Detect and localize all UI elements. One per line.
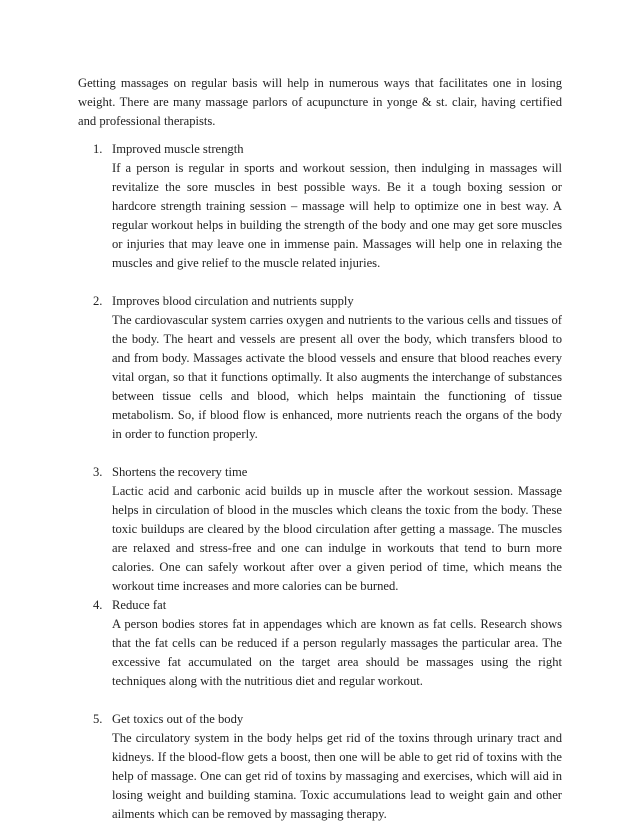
list-item-number: 2. xyxy=(93,294,103,308)
list-item-heading: Improves blood circulation and nutrients supply xyxy=(112,294,354,308)
list-item-body: A person bodies stores fat in appendages which are known as fat cells. Research shows that the fat cells can be reduced if a person regularly massages the particular area. The excessive fat accumulated on the target area should be massages using the right techniques along with the nutritious diet and regular workout. xyxy=(112,617,562,688)
benefits-list xyxy=(78,140,562,824)
list-item xyxy=(78,140,562,273)
list-item-number: 5. xyxy=(93,712,103,726)
list-item xyxy=(78,463,562,596)
list-item xyxy=(78,596,562,691)
list-item-heading: Improved muscle strength xyxy=(112,142,244,156)
list-item-body: If a person is regular in sports and workout session, then indulging in massages will revitalize the sore muscles in best possible ways. Be it a tough boxing session or hardcore strength training session – massage will help to optimize one in best way. A regular workout helps in building the strength of the body and one may get sore muscles or injuries that may leave one in immense pain. Massages will help one in relaxing the muscles and give relief to the muscle related injuries. xyxy=(112,161,562,270)
list-item xyxy=(78,292,562,444)
list-item-heading: Shortens the recovery time xyxy=(112,465,248,479)
list-item-number: 3. xyxy=(93,465,103,479)
list-item-number: 4. xyxy=(93,598,103,612)
intro-paragraph: Getting massages on regular basis will help in numerous ways that facilitates one in losing weight. There are many massage parlors of acupuncture in yonge & st. clair, having certified and professional therapists. xyxy=(78,76,562,128)
list-item-heading: Reduce fat xyxy=(112,598,167,612)
list-item-body: Lactic acid and carbonic acid builds up in muscle after the workout session. Massage helps in circulation of blood in the muscles which cleans the toxic from the body. These toxic buildups are cleared by the blood circulation after getting a massage. The muscles are relaxed and stress-free and one can indulge in workouts that tend to burn more calories. One can safely workout after over a given period of time, which means the workout time increases and more calories can be burned. xyxy=(112,484,562,593)
list-item-body: The circulatory system in the body helps get rid of the toxins through urinary tract and kidneys. If the blood-flow gets a boost, then one will be able to get rid of toxins with the help of massage. One can get rid of toxins by massaging and exercises, which will aid in losing weight and building stamina. Toxic accumulations lead to weight gain and other ailments which can be removed by massaging therapy. xyxy=(112,731,562,821)
list-item-heading: Get toxics out of the body xyxy=(112,712,244,726)
list-item xyxy=(78,710,562,824)
list-item-number: 1. xyxy=(93,142,103,156)
list-item-body: The cardiovascular system carries oxygen and nutrients to the various cells and tissues of the body. The heart and vessels are present all over the body, which transfers blood to and from body. Massages activate the blood vessels and ensure that blood reaches every vital organ, so that it functions optimally. It also augments the interchange of substances between tissue cells and blood, which helps maintain the functioning of tissue metabolism. So, if blood flow is enhanced, more nutrients reach the organs of the body in order to function properly. xyxy=(112,313,562,441)
